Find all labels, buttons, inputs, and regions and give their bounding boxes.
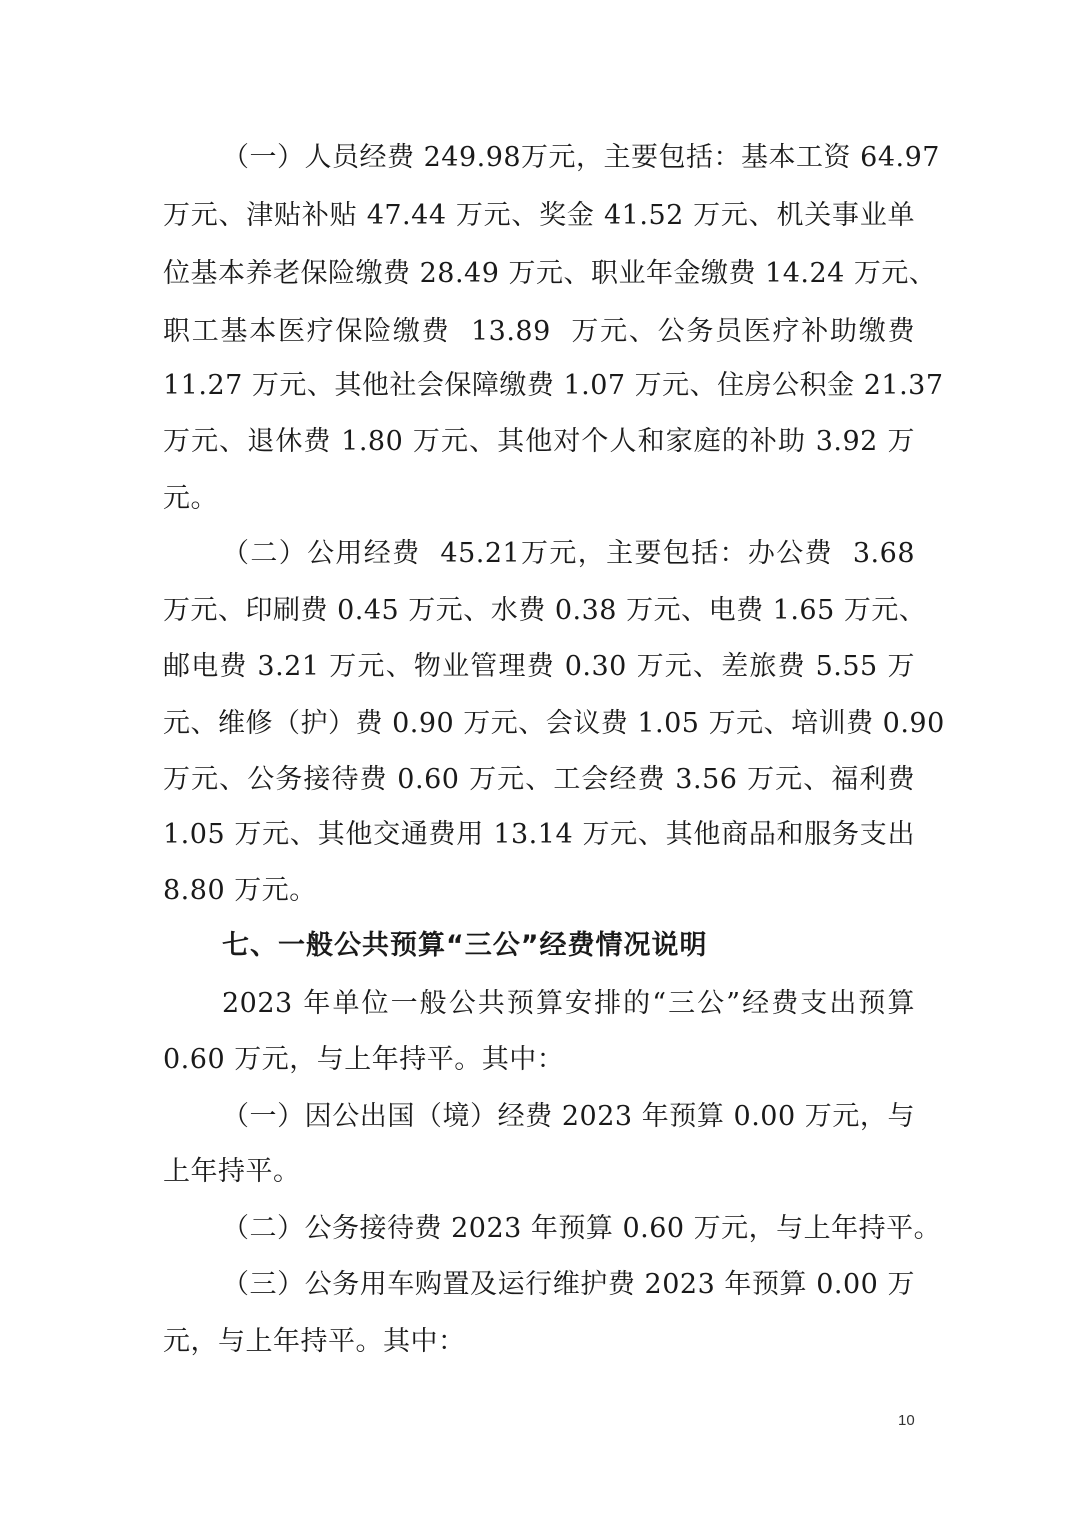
paragraph-personnel-line-2: 万元、津贴补贴 47.44 万元、奖金 41.52 万元、机关事业单 [163, 200, 915, 231]
paragraph-personnel-line-3: 位基本养老保险缴费 28.49 万元、职业年金缴费 14.24 万元、 [163, 258, 937, 289]
page-number: 10 [898, 1412, 915, 1429]
paragraph-public-line-4: 元、维修（护）费 0.90 万元、会议费 1.05 万元、培训费 0.90 [163, 708, 945, 739]
paragraph-vehicle-line-1: （三）公务用车购置及运行维护费 2023 年预算 0.00 万 [222, 1269, 915, 1300]
paragraph-public-line-6: 1.05 万元、其他交通费用 13.14 万元、其他商品和服务支出 [163, 819, 915, 850]
paragraph-reception-line-1: （二）公务接待费 2023 年预算 0.60 万元，与上年持平。 [222, 1213, 942, 1244]
paragraph-public-line-2: 万元、印刷费 0.45 万元、水费 0.38 万元、电费 1.65 万元、 [163, 595, 927, 626]
paragraph-public-line-3: 邮电费 3.21 万元、物业管理费 0.30 万元、差旅费 5.55 万 [163, 651, 915, 682]
paragraph-vehicle-line-2: 元，与上年持平。其中： [163, 1326, 466, 1357]
paragraph-personnel-line-7: 元。 [163, 483, 218, 514]
paragraph-personnel-line-6: 万元、退休费 1.80 万元、其他对个人和家庭的补助 3.92 万 [163, 426, 915, 457]
paragraph-public-line-5: 万元、公务接待费 0.60 万元、工会经费 3.56 万元、福利费 [163, 764, 915, 795]
section-heading: 七、一般公共预算“三公”经费情况说明 [222, 930, 708, 961]
paragraph-personnel-line-5: 11.27 万元、其他社会保障缴费 1.07 万元、住房公积金 21.37 [163, 370, 944, 401]
paragraph-public-line-7: 8.80 万元。 [163, 875, 317, 906]
paragraph-abroad-line-1: （一）因公出国（境）经费 2023 年预算 0.00 万元，与 [222, 1101, 915, 1132]
paragraph-three-public-line-1: 2023 年单位一般公共预算安排的“三公”经费支出预算 [222, 988, 915, 1019]
paragraph-abroad-line-2: 上年持平。 [163, 1156, 301, 1187]
paragraph-personnel-line-4: 职工基本医疗保险缴费 13.89 万元、公务员医疗补助缴费 [163, 316, 915, 347]
paragraph-three-public-line-2: 0.60 万元，与上年持平。其中： [163, 1044, 565, 1075]
paragraph-public-line-1: （二）公用经费 45.21万元，主要包括：办公费 3.68 [222, 538, 915, 569]
paragraph-personnel-line-1: （一）人员经费 249.98万元，主要包括：基本工资 64.97 [222, 142, 940, 173]
